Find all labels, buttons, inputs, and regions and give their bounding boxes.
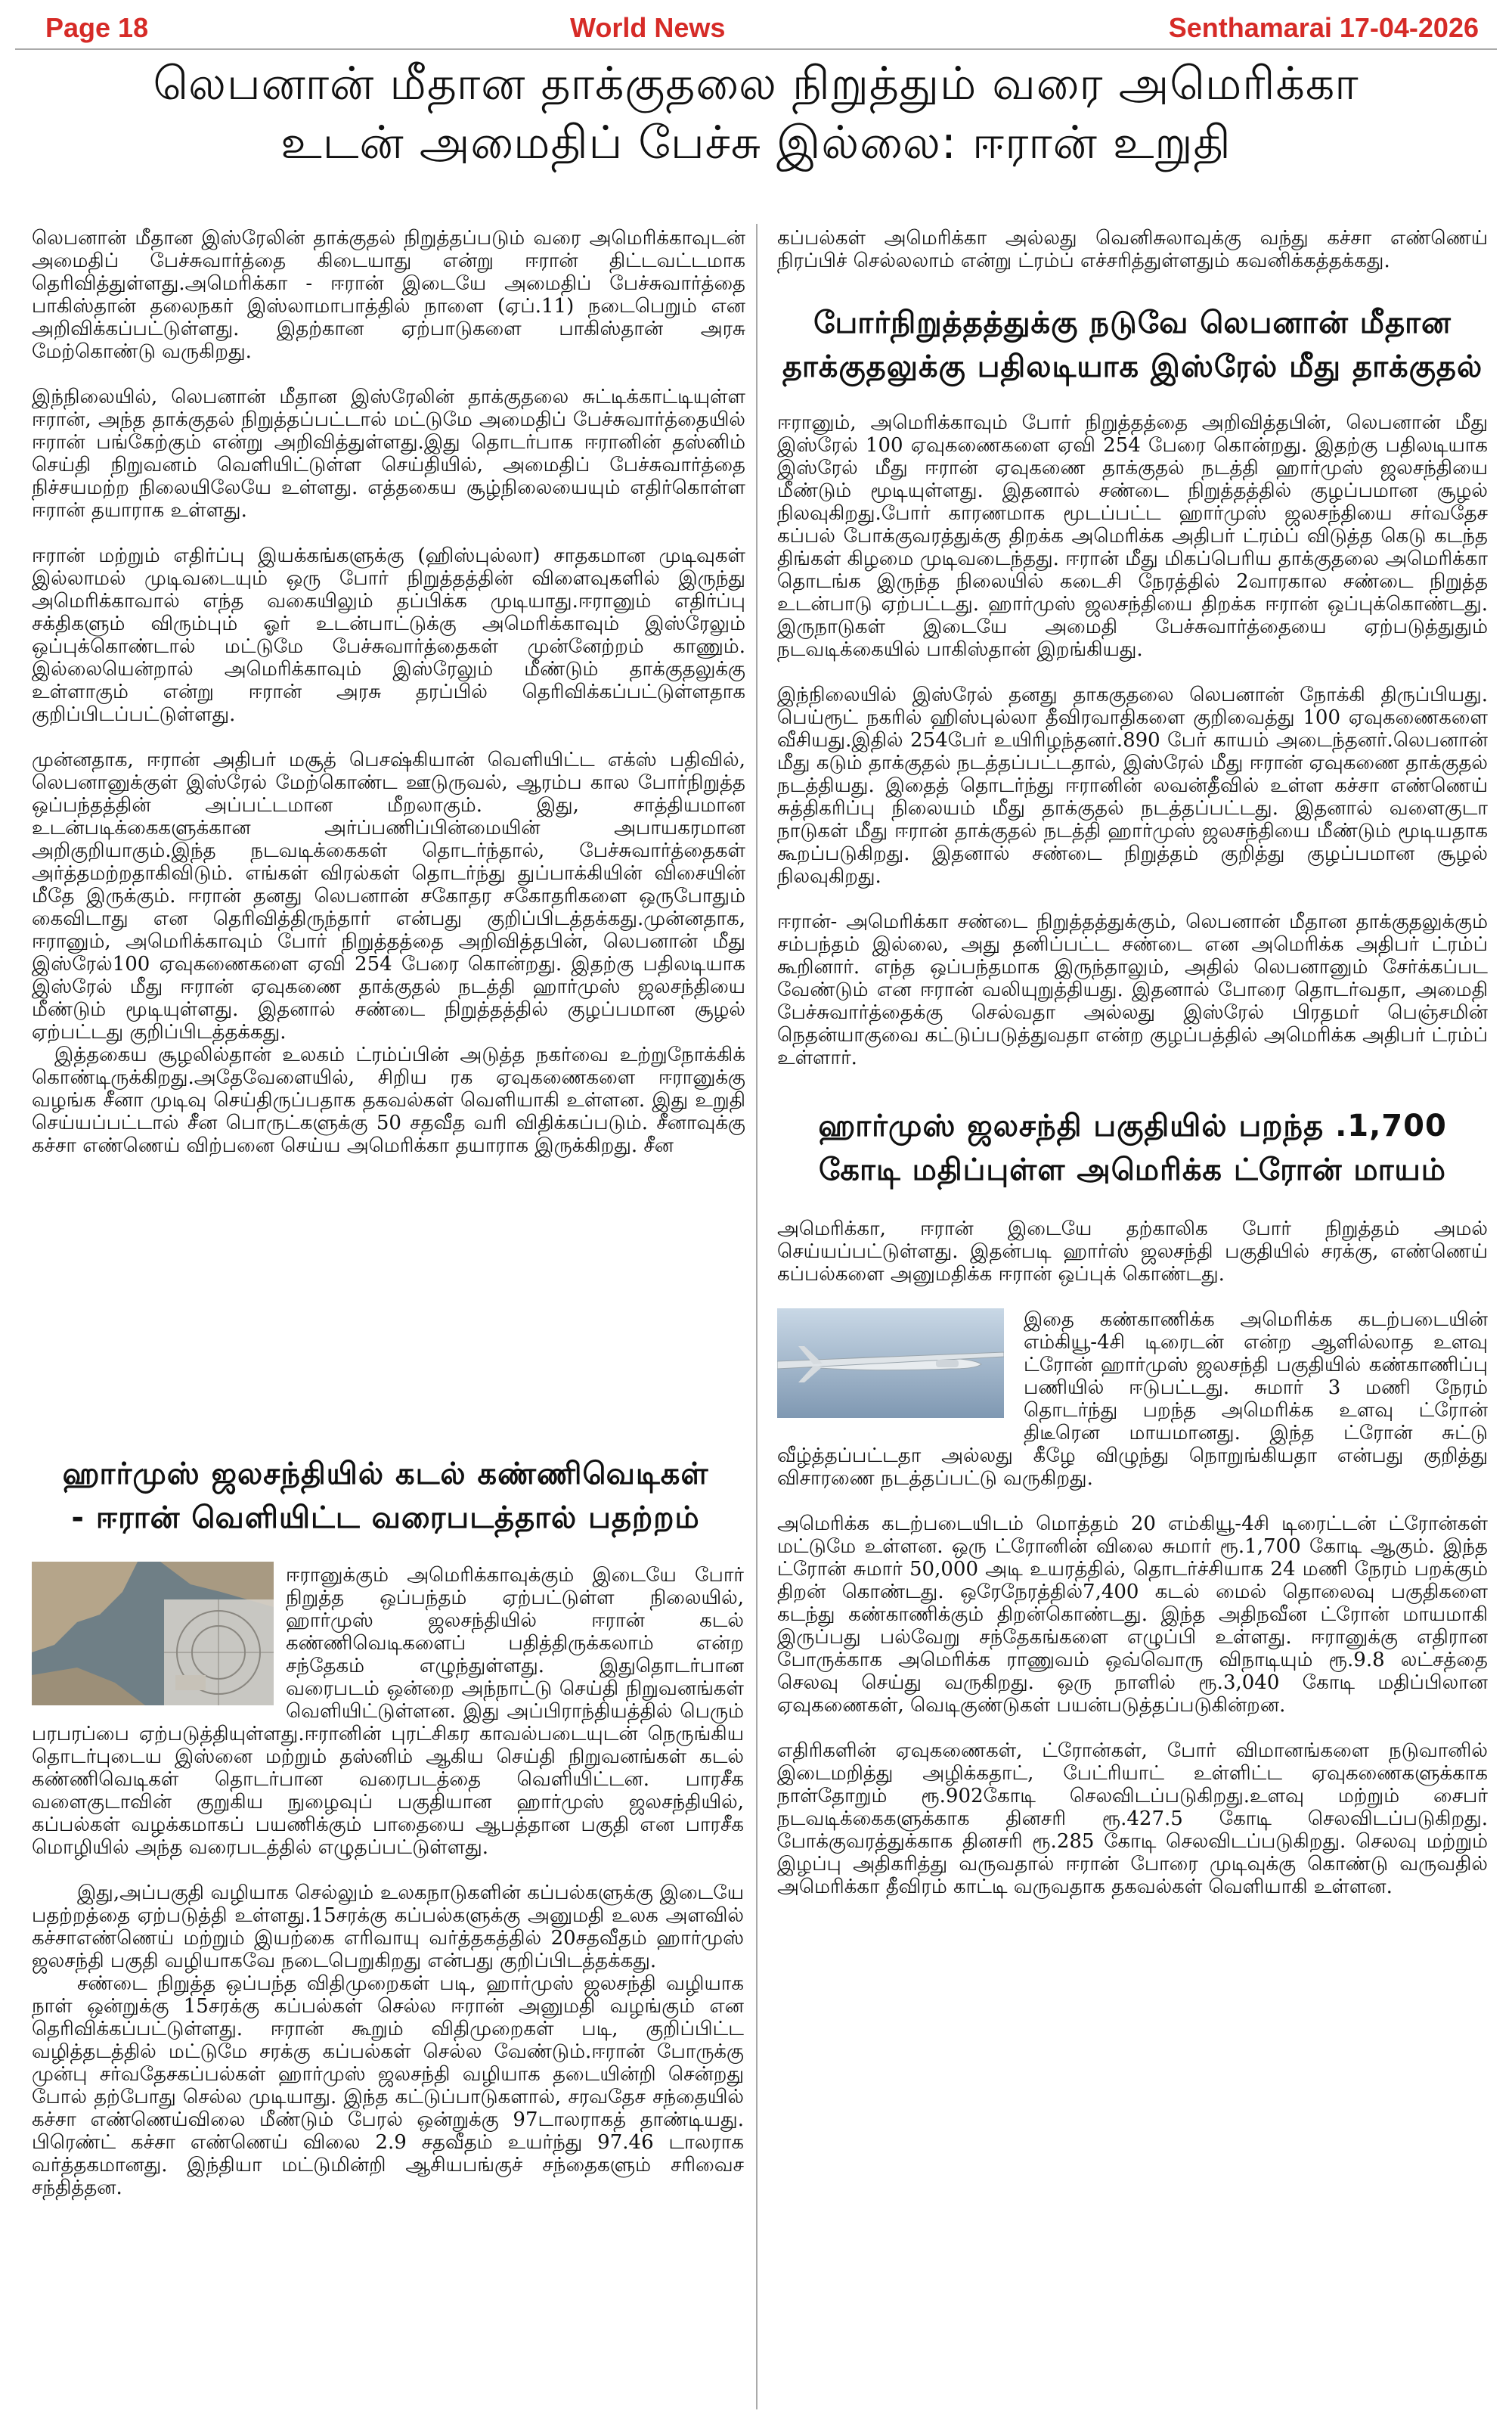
page-header [15,12,1497,53]
header-divider [15,48,1497,50]
article-paragraph: இது,அப்பகுதி வழியாக செல்லும் உலகநாடுகளின் கப்பல்களுக்கு இடையே பதற்றத்தை ஏற்படுத்தி உள்ளது.15சரக்கு கப்பல்களுக்கு அனுமதி உலக அளவில் கச்சாஎண்ணெய் மற்றும் இயற்கை எரிவாயு வர்த்தகத்தில் 20சதவீதம் ஹார்முஸ் ஜலசந்தி பகுதி வழியாகவே நடைபெறுகிறது என்பது குறிப்பிடத்தக்கது. [32,1882,744,1972]
title-line-2: உடன் அமைதிப் பேச்சு இல்லை: ஈரான் உறுதி [280,116,1232,169]
left-column [32,227,745,1180]
article-paragraph: ஈரானுக்கும் அமெரிக்காவுக்கும் இடையே போர் நிறுத்த ஒப்பந்தம் ஏற்பட்டுள்ள நிலையில், ஹார்முஸ் ஜலசந்தியில் ஈரான் கடல் கண்ணிவெடிகளைப் பதித்திருக்கலாம் என்ற சந்தேகம் எழுந்துள்ளது. இதுதொடர்பான வரைபடம் ஒன்றை அந்நாட்டு செய்தி நிறுவனங்கள் வெளியிட்டுள்ளன. இது அப்பிராந்தியத்தில் பெரும் பரபரப்பை ஏற்படுத்தியுள்ளது.ஈரானின் புரட்சிகர காவல்படையுடன் நெருங்கிய தொடர்புடைய இஸ்னை மற்றும் தஸ்னிம் ஆகிய செய்தி நிறுவனங்கள் கடல் கண்ணிவெடிகள் தொடர்பான வரைபடத்தை வெளியிட்டன. பாரசீக வளைகுடாவின் குறுகிய நுழைவுப் பகுதியான ஹார்முஸ் ஜலசந்தியில், கப்பல்கள் வழக்கமாகப் பயணிக்கும் பாதையை ஆபத்தான பகுதி என பாரசீக மொழியில் அந்த வரைபடத்தில் எழுதப்பட்டுள்ளது. [32,1564,744,1859]
article-paragraph: ஈரான் மற்றும் எதிர்ப்பு இயக்கங்களுக்கு (ஹிஸ்புல்லா) சாதகமான முடிவுகள் இல்லாமல் முடிவடையும் ஒரு போர் நிறுத்தத்தின் விளைவுகளில் இருந்து அமெரிக்காவால் எந்த வகையிலும் தப்பிக்க முடியாது.ஈரானும் எதிர்ப்பு சக்திகளும் விரும்பும் ஓர் உடன்பாட்டுக்கு அமெரிக்காவும் இஸ்ரேலும் ஒப்புக்கொண்டால் மட்டுமே பேச்சுவார்த்தைகள் முன்னேற்றம் காணும். இல்லையென்றால் அமெரிக்காவும் இஸ்ரேலும் மீண்டும் தாக்குதலுக்கு உள்ளாகும் என்று ஈரான் அரசு தரப்பில் தெரிவிக்கப்பட்டுள்ளதாக குறிப்பிடப்பட்டுள்ளது. [32,544,745,726]
article-paragraph: முன்னதாக, ஈரான் அதிபர் மசூத் பெசஷ்கியான் வெளியிட்ட எக்ஸ் பதிவில், லெபனானுக்குள் இஸ்ரேல் மேற்கொண்ட ஊடுருவல், ஆரம்ப கால போர்நிறுத்த ஒப்பந்தத்தின் அப்பட்டமான மீறலாகும். இது, சாத்தியமான உடன்படிக்கைகளுக்கான அர்ப்பணிப்பின்மையின் அபாயகரமான அறிகுறியாகும்.இந்த நடவடிக்கைகள் தொடர்ந்தால், பேச்சுவார்த்தைகள் அர்த்தமற்றதாகிவிடும். எங்கள் விரல்கள் தொடர்ந்து துப்பாக்கியின் விசையின் மீதே இருக்கும். ஈரான் தனது லெபனான் சகோதர சகோதரிகளை ஒருபோதும் கைவிடாது என தெரிவித்திருந்தார் என்பது குறிப்பிடத்தக்கது.முன்னதாக, ஈரானும், அமெரிக்காவும் போர் நிறுத்தத்தை அறிவித்தபின், லெபனான் மீது இஸ்ரேல்100 ஏவுகணைகளை ஏவி 254 பேரை கொன்றது. இதற்கு பதிலடியாக இஸ்ரேல் மீது ஈரான் ஏவுகணை தாக்குதல் நடத்தி ஹார்முஸ் ஜலசந்தியை மீண்டும் மூடியுள்ளது. இதனால் சண்டை நிறுத்தத்தில் குழப்பமான சூழல் ஏற்பட்டது குறிப்பிடத்தக்கது. [32,749,745,1044]
headline-line: - ஈரான் வெளியிட்ட வரைபடத்தால் பதற்றம் [71,1500,700,1535]
article-paragraph: இந்நிலையில், லெபனான் மீதான இஸ்ரேலின் தாக்குதலை சுட்டிக்காட்டியுள்ள ஈரான், அந்த தாக்குதல் நிறுத்தப்பட்டால் மட்டுமே அமைதிப் பேச்சுவார்த்தையில் ஈரான் பங்கேற்கும் என்று அறிவித்துள்ளது.இது தொடர்பாக ஈரானின் தஸ்னிம் செய்தி நிறுவனம் வெளியிட்டுள்ள செய்தியில், அமைதிப் பேச்சுவார்த்தை நிச்சயமற்ற நிலையிலேயே உள்ளது. எத்தகைய சூழ்நிலையையும் எதிர்கொள்ள ஈரான் தயாராக உள்ளது. [32,386,745,522]
drone-headline [777,1104,1488,1192]
title-line-1: லெபனான் மீதான தாக்குதலை நிறுத்தும் வரை அமெரிக்கா [153,57,1359,110]
mines-article [32,1564,744,2199]
article-paragraph: கப்பல்கள் அமெரிக்கா அல்லது வெனிசுலாவுக்கு வந்து கச்சா எண்ணெய் நிரப்பிச் செல்லலாம் என்று ட்ரம்ப் எச்சரித்துள்ளதும் கவனிக்கத்தக்கது. [777,227,1488,272]
headline-line: ஹார்முஸ் ஜலசந்தியில் கடல் கண்ணிவெடிகள் [62,1457,709,1491]
article-paragraph: இத்தகைய சூழலில்தான் உலகம் ட்ரம்ப்பின் அடுத்த நகர்வை உற்றுநோக்கிக் கொண்டிருக்கிறது.அதேவேளையில், சிறிய ரக ஏவுகணைகளை ஈரானுக்கு வழங்க சீனா முடிவு செய்திருப்பதாக தகவல்கள் வெளியாகி உள்ளன. இது உறுதி செய்யப்பட்டால் சீன பொருட்களுக்கு 50 சதவீத வரி விதிக்கப்படும். சீனாவுக்கு கச்சா எண்ணெய் விற்பனை செய்ய அமெரிக்கா தயாராக இருக்கிறது. சீன [32,1044,745,1157]
article-paragraph: எதிரிகளின் ஏவுகணைகள், ட்ரோன்கள், போர் விமானங்களை நடுவானில் இடைமறித்து அழிக்கதாட், பேட்ரியாட் உள்ளிட்ட ஏவுகணைகளுக்காக நாள்தோறும் ரூ.902கோடி செலவிடப்படுகிறது.உளவு மற்றும் சைபர் நடவடிக்கைகளுக்காக தினசரி ரூ.427.5 கோடி செலவிடப்படுகிறது. போக்குவரத்துக்காக தினசரி ரூ.285 கோடி செலவிடப்படுகிறது. செலவு மற்றும் இழப்பு அதிகரித்து வருவதால் ஈரான் போரை முடிவுக்கு கொண்டு வருவதில் அமெரிக்கா தீவிரம் காட்டி வருவதாக தகவல்கள் வெளியாகி உள்ளன. [777,1739,1488,1898]
page-number: Page 18 [45,12,149,43]
article-paragraph: சண்டை நிறுத்த ஒப்பந்த விதிமுறைகள் படி, ஹார்முஸ் ஜலசந்தி வழியாக நாள் ஒன்றுக்கு 15சரக்கு கப்பல்கள் செல்ல ஈரான் அனுமதி வழங்கும் என தெரிவிக்கப்பட்டுள்ளது. ஈரான் கூறும் விதிமுறைகள் படி, குறிப்பிட்ட வழித்தடத்தில் மட்டுமே சரக்கு கப்பல்கள் செல்ல வேண்டும்.ஈரான் போருக்கு முன்பு சர்வதேசகப்பல்கள் ஹார்முஸ் ஜலசந்தி வழியாக தடையின்றி சென்றது போல் தற்போது செல்ல முடியாது. இந்த கட்டுப்பாடுகளால், சரவதேச சந்தையில் கச்சா எண்ணெய்விலை மீண்டும் பேரல் ஒன்றுக்கு 97டாலராகத் தாண்டியது. பிரெண்ட் கச்சா எண்ணெய் விலை 2.9 சதவீதம் உயர்ந்து 97.46 டாலராக வர்த்தகமானது. இந்தியா மட்டுமின்றி ஆசியபங்குச் சந்தைகளும் சரிவைச சந்தித்தன. [32,1972,744,2199]
article-paragraph: ஈரான்- அமெரிக்கா சண்டை நிறுத்தத்துக்கும், லெபனான் மீதான தாக்குதலுக்கும் சம்பந்தம் இல்லை, அது தனிப்பட்ட சண்டை என அமெரிக்க அதிபர் ட்ரம்ப் கூறினார். எந்த ஒப்பந்தமாக இருந்தாலும், அதில் லெபனானும் சேர்க்கப்பட வேண்டும் என ஈரான் வலியுறுத்தியது. இதனால் போரை தொடர்வதா, அமைதி பேச்சுவார்த்தைக்கு செல்வதா அல்லது இஸ்ரேல் பிரதமர் பெஞ்சமின் நெதன்யாகுவை கட்டுப்படுத்துவதா என்ற குழப்பத்தில் அமெரிக்க அதிபர் ட்ரம்ப் உள்ளார். [777,911,1488,1069]
ceasefire-headline [777,301,1488,389]
article-paragraph: ஈரானும், அமெரிக்காவும் போர் நிறுத்தத்தை அறிவித்தபின், லெபனான் மீது இஸ்ரேல் 100 ஏவுகணைகளை ஏவி 254 பேரை கொன்றது. இதற்கு பதிலடியாக இஸ்ரேல் மீது ஈரான் ஏவுகணை தாக்குதல் நடத்தி ஹார்முஸ் ஜலசந்தியை மீண்டும் மூடியுள்ளது. இதனால் சண்டை நிறுத்தத்தில் குழப்பமான சூழல் நிலவுகிறது.போர் காரணமாக மூடப்பட்ட ஹார்முஸ் ஜலசந்தியை சர்வதேச கப்பல் போக்குவரத்துக்கு திறக்க அமெரிக்க அதிபர் ட்ரம்ப் விடுத்த கெடு கடந்த திங்கள் கிழமை முடிவடைந்தது. ஈரான் மீது மிகப்பெரிய தாக்குதலை அமெரிக்கா தொடங்க இருந்த நிலையில் கடைசி நேரத்தில் 2வாரகால சண்டை நிறுத்த உடன்பாடு ஏற்பட்டது. ஹார்முஸ் ஜலசந்தியை திறக்க ஈரான் ஒப்புக்கொண்டது. இருநாடுகள் இடையே அமைதி பேச்சுவார்த்தையை ஏற்படுத்துதும் நடவடிக்கையில் பாகிஸ்தான் இறங்கியது. [777,411,1488,661]
article-paragraph: அமெரிக்க கடற்படையிடம் மொத்தம் 20 எம்கியூ-4சி டிரைட்டன் ட்ரோன்கள் மட்டுமே உள்ளன. ஒரு ட்ரோனின் விலை சுமார் ரூ.1,700 கோடி ஆகும். இந்த ட்ரோன் சுமார் 50,000 அடி உயரத்தில், தொடர்ச்சியாக 24 மணி நேரம் பறக்கும் திறன் கொண்டது. ஒரேநேரத்தில்7,400 கடல் மைல் தொலைவு பகுதிகளை கடந்து கண்காணிக்கும் திறன்கொண்டது. இந்த அதிநவீன ட்ரோன் மாயமாகி இருப்பது பல்வேறு சந்தேகங்களை எழுப்பி உள்ளது. ஈரானுக்கு எதிரான போருக்காக அமெரிக்க ராணுவம் ஒவ்வொரு விநாடியும் ரூ.9.8 லட்சத்தை செலவு செய்து வருகிறது. ஒரு நாளில் ரூ.3,040 கோடி மதிப்பிலான ஏவுகணைகள், வெடிகுண்டுகள் பயன்படுத்தப்படுகின்றன. [777,1512,1488,1717]
mines-headline [23,1452,748,1540]
article-paragraph: இதை கண்காணிக்க அமெரிக்க கடற்படையின் எம்கியூ-4சி டிரைடன் என்ற ஆளில்லாத உளவு ட்ரோன் ஹார்முஸ் ஜலசந்தி பகுதியில் கண்காணிப்பு பணியில் ஈடுபட்டது. சுமார் 3 மணி நேரம் தொடர்ந்து பறந்த அமெரிக்க உளவு ட்ரோன் திடீரென மாயமானது. இந்த ட்ரோன் சுட்டு வீழ்த்தப்பட்டதா அல்லது கீழே விழுந்து நொறுங்கியதா என்பது குறித்து விசாரணை நடத்தப்பட்டு வருகிறது. [777,1308,1488,1490]
headline-line: ஹார்முஸ் ஜலசந்தி பகுதியில் பறந்த .1,700 [818,1109,1447,1143]
issue-date: Senthamarai 17-04-2026 [1168,12,1479,43]
drone-image [777,1308,1004,1418]
headline-line: போர்நிறுத்தத்துக்கு நடுவே லெபனான் மீதான [813,306,1452,340]
page-title [30,54,1482,172]
right-column [777,227,1488,1898]
column-divider [756,224,758,2409]
article-paragraph: லெபனான் மீதான இஸ்ரேலின் தாக்குதல் நிறுத்தப்படும் வரை அமெரிக்காவுடன் அமைதிப் பேச்சுவார்த்தை கிடையாது என்று ஈரான் திட்டவட்டமாக தெரிவித்துள்ளது.அமெரிக்கா - ஈரான் இடையே அமைதிப் பேச்சுவார்த்தை பாகிஸ்தான் தலைநகர் இஸ்லாமாபாத்தில் நாளை (ஏப்.11) நடைபெறும் என அறிவிக்கப்பட்டுள்ளது. இதற்கான ஏற்பாடுகளை பாகிஸ்தான் அரசு மேற்கொண்டு வருகிறது. [32,227,745,363]
article-paragraph: இந்நிலையில் இஸ்ரேல் தனது தாககுதலை லெபனான் நோக்கி திருப்பியது. பெய்ரூட் நகரில் ஹிஸ்புல்லா தீவிரவாதிகளை குறிவைத்து 100 ஏவுகணைகளை வீசியது.இதில் 254பேர் உயிரிழந்தனர்.890 பேர் காயம் அடைந்தனர்.லெபனான் மீது கடும் தாக்குதல் நடத்தப்பட்டதால், இஸ்ரேல் மீது ஈரான் ஏவுகணை தாக்குதல் நடத்தியது. இதைத் தொடர்ந்து ஈரானின் லவன்தீவில் உள்ள கச்சா எண்ணெய் சுத்திகரிப்பு நிலையம் மீது தாக்குதல் நடத்தப்பட்டது. இதனால் வளைகுடா நாடுகள் மீது ஈரான் தாக்குதல் நடத்தி ஹார்முஸ் ஜலசந்தியை மீண்டும் மூடியதாக கூறப்படுகிறது. இதனால் சண்டை நிறுத்தம் குறித்து குழப்பமான சூழல் நிலவுகிறது. [777,684,1488,888]
article-paragraph: அமெரிக்கா, ஈரான் இடையே தற்காலிக போர் நிறுத்தம் அமல் செய்யப்பட்டுள்ளது. இதன்படி ஹார்ஸ் ஜலசந்தி பகுதியில் சரக்கு, எண்ணெய் கப்பல்களை அனுமதிக்க ஈரான் ஒப்புக் கொண்டது. [777,1218,1488,1286]
headline-line: தாக்குதலுக்கு பதிலடியாக இஸ்ரேல் மீது தாக்குதல் [782,349,1483,384]
section-name: World News [570,12,726,43]
drone-article [777,1308,1488,1490]
headline-line: கோடி மதிப்புள்ள அமெரிக்க ட்ரோன் மாயம் [819,1153,1446,1187]
